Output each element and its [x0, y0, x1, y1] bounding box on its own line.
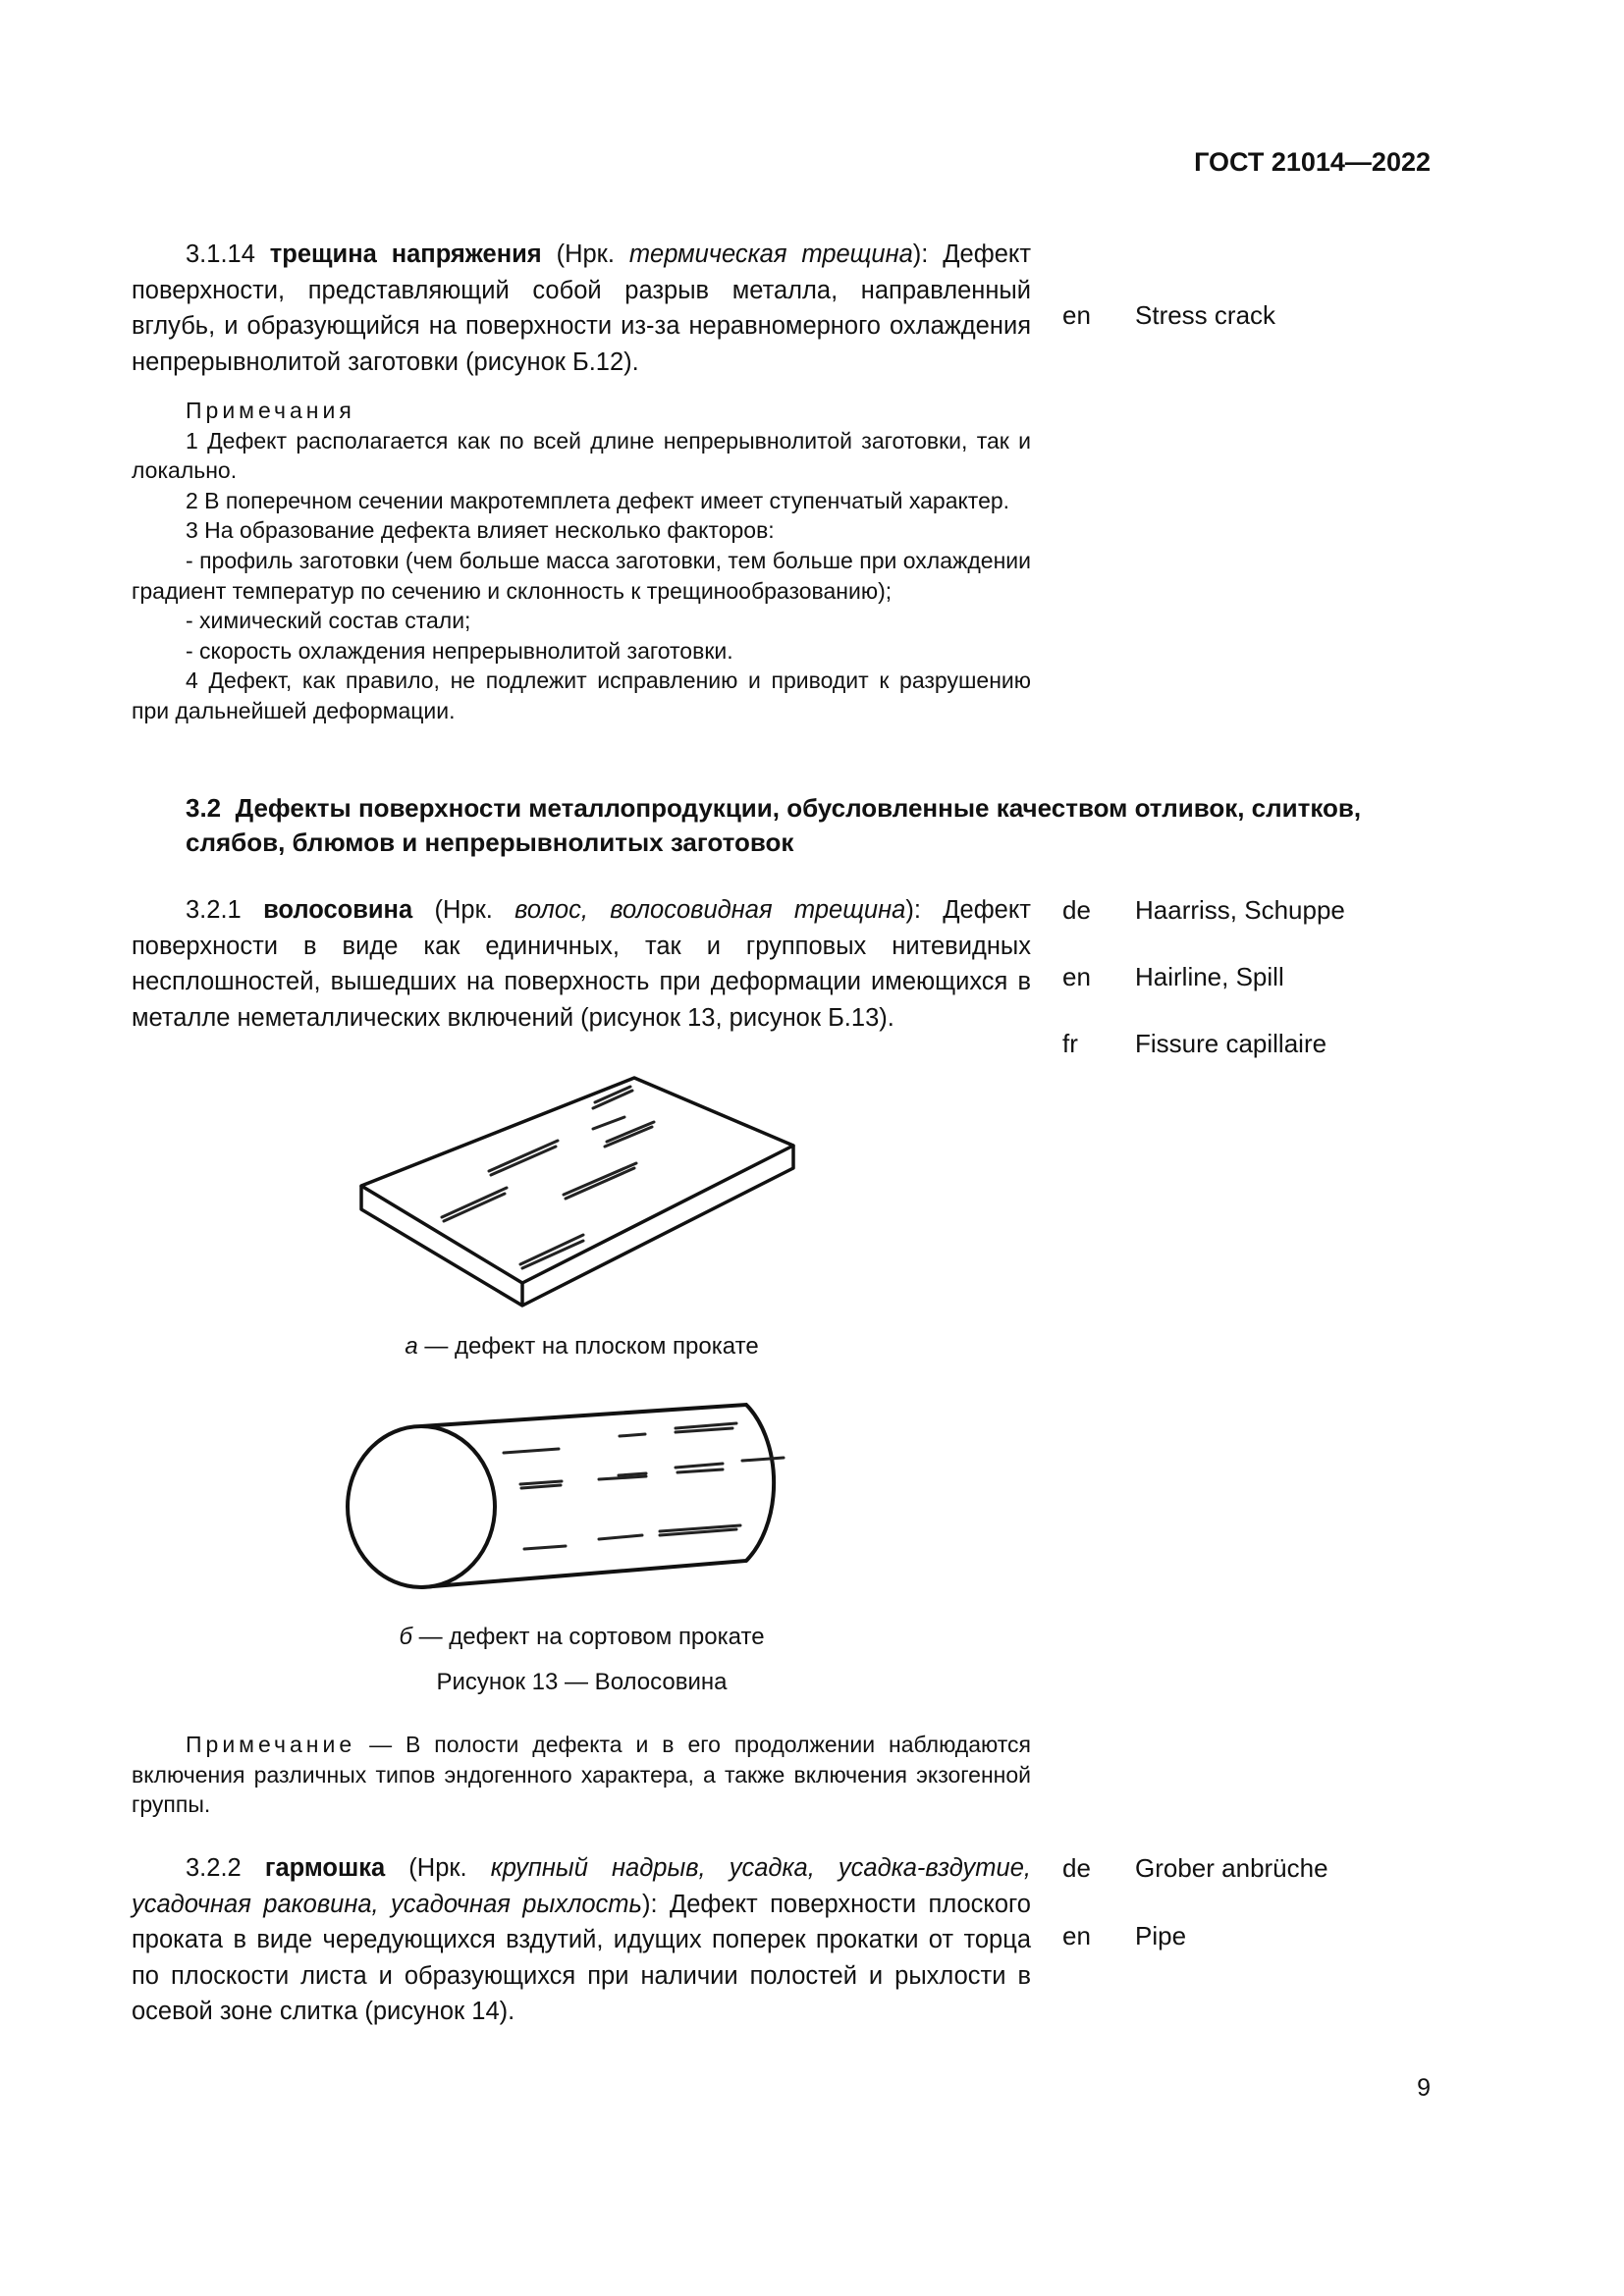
term-number: 3.2.2 [186, 1854, 242, 1882]
note-item: - профиль заготовки (чем больше масса заготовки, тем больше при охлаждении градиент температур по сечению и склонность к трещинообразованию); [132, 547, 1031, 604]
caption-text: — дефект на сортовом прокате [411, 1624, 765, 1650]
lang-equivalent: Haarriss, Schuppe [1135, 895, 1345, 925]
note-label: Примечание [186, 1732, 356, 1757]
flat-plate-illustration [361, 1078, 793, 1306]
caption-letter: а [405, 1333, 418, 1360]
section-title: Дефекты поверхности металлопродукции, обусловленные качеством отливок, слитков, слябов, блюмов и непрерывнолитых заготовок [186, 793, 1362, 857]
lang-equivalent: Stress crack [1135, 300, 1276, 330]
term-3-2-2 [132, 1850, 1031, 2030]
term-definition-text: ): Дефект поверхности плоского проката в виде чередующихся вздутий, идущих поперек прокатки от торца по плоскости листа и образующихся при наличии полостей и рыхлости в осевой зоне слитка (рисунок 14). [132, 1890, 1031, 2025]
caption-text: — дефект на плоском прокате [417, 1333, 759, 1360]
lang-code: de [1062, 895, 1091, 925]
term-number: 3.2.1 [186, 896, 242, 924]
term-3-2-2-definition [132, 1850, 1031, 2030]
lang-code: en [1062, 962, 1091, 991]
note-text: — В полости дефекта и в его продолжении наблюдаются включения различных типов эндогенного характера, а также включения экзогенной группы. [132, 1732, 1031, 1818]
round-bar-illustration [348, 1405, 774, 1587]
lang-equivalent: Grober anbrüche [1135, 1853, 1328, 1883]
lang-equivalent: Pipe [1135, 1921, 1187, 1950]
synonym-prefix: (Нрк. [385, 1854, 491, 1882]
term-name: гармошка [264, 1854, 386, 1882]
term-number: 3.1.14 [186, 240, 255, 268]
section-number: 3.2 [186, 793, 222, 823]
note-item: - химический состав стали; [186, 608, 471, 634]
term-name: волосовина [263, 896, 413, 924]
lang-code: en [1062, 300, 1091, 330]
page-number: 9 [1417, 2074, 1431, 2102]
note-3-2-1 [132, 1730, 1031, 1820]
caption-letter: б [399, 1624, 412, 1650]
term-definition-text: ): Дефект поверхности в виде как единичных, так и групповых нитевидных несплошностей, вышедших на поверхность при деформации имеющихся в металле неметаллических включений (рисунок 13, рисунок Б.13). [132, 896, 1031, 1032]
lang-code: en [1062, 1921, 1091, 1950]
term-synonym: крупный надрыв, усадка, усадка-вздутие, усадочная раковина, усадочная рыхлость [132, 1854, 1031, 1918]
lang-equivalent: Fissure capillaire [1135, 1029, 1327, 1058]
lang-equivalent: Hairline, Spill [1135, 962, 1284, 991]
note-item: - скорость охлаждения непрерывнолитой заготовки. [186, 637, 733, 664]
note-item: 1 Дефект располагается как по всей длине непрерывнолитой заготовки, так и локально. [132, 427, 1031, 484]
term-synonym: волос, волосовидная трещина [514, 896, 906, 924]
synonym-prefix: (Нрк. [412, 896, 515, 924]
figure-caption-a [0, 1333, 1164, 1361]
lang-code: de [1062, 1853, 1091, 1883]
term-synonym: термическая трещина [628, 240, 913, 268]
term-name: трещина напряжения [269, 240, 542, 268]
note-item: 2 В поперечном сечении макротемплета дефект имеет ступенчатый характер. [186, 487, 1010, 513]
figure-caption-b [0, 1624, 1164, 1651]
figure-title: Рисунок 13 — Волосовина [436, 1669, 728, 1695]
document-code: ГОСТ 21014—2022 [1194, 147, 1431, 177]
note-item: 4 Дефект, как правило, не подлежит исправлению и приводит к разрушению при дальнейшей деформации. [132, 667, 1031, 723]
note-item: 3 На образование дефекта влияет несколько факторов: [186, 517, 775, 544]
bar-hairline-defects [504, 1423, 784, 1549]
lang-code: fr [1062, 1029, 1078, 1058]
term-definition-text: ): Дефект поверхности, представляющий собой разрыв металла, направленный вглубь, и образующийся на поверхности из-за неравномерного охлаждения непрерывнолитой заготовки (рисунок Б.12). [132, 240, 1031, 376]
note-paragraph [132, 1730, 1031, 1820]
synonym-prefix: (Нрк. [541, 240, 629, 268]
notes-title: Примечания [186, 398, 355, 423]
